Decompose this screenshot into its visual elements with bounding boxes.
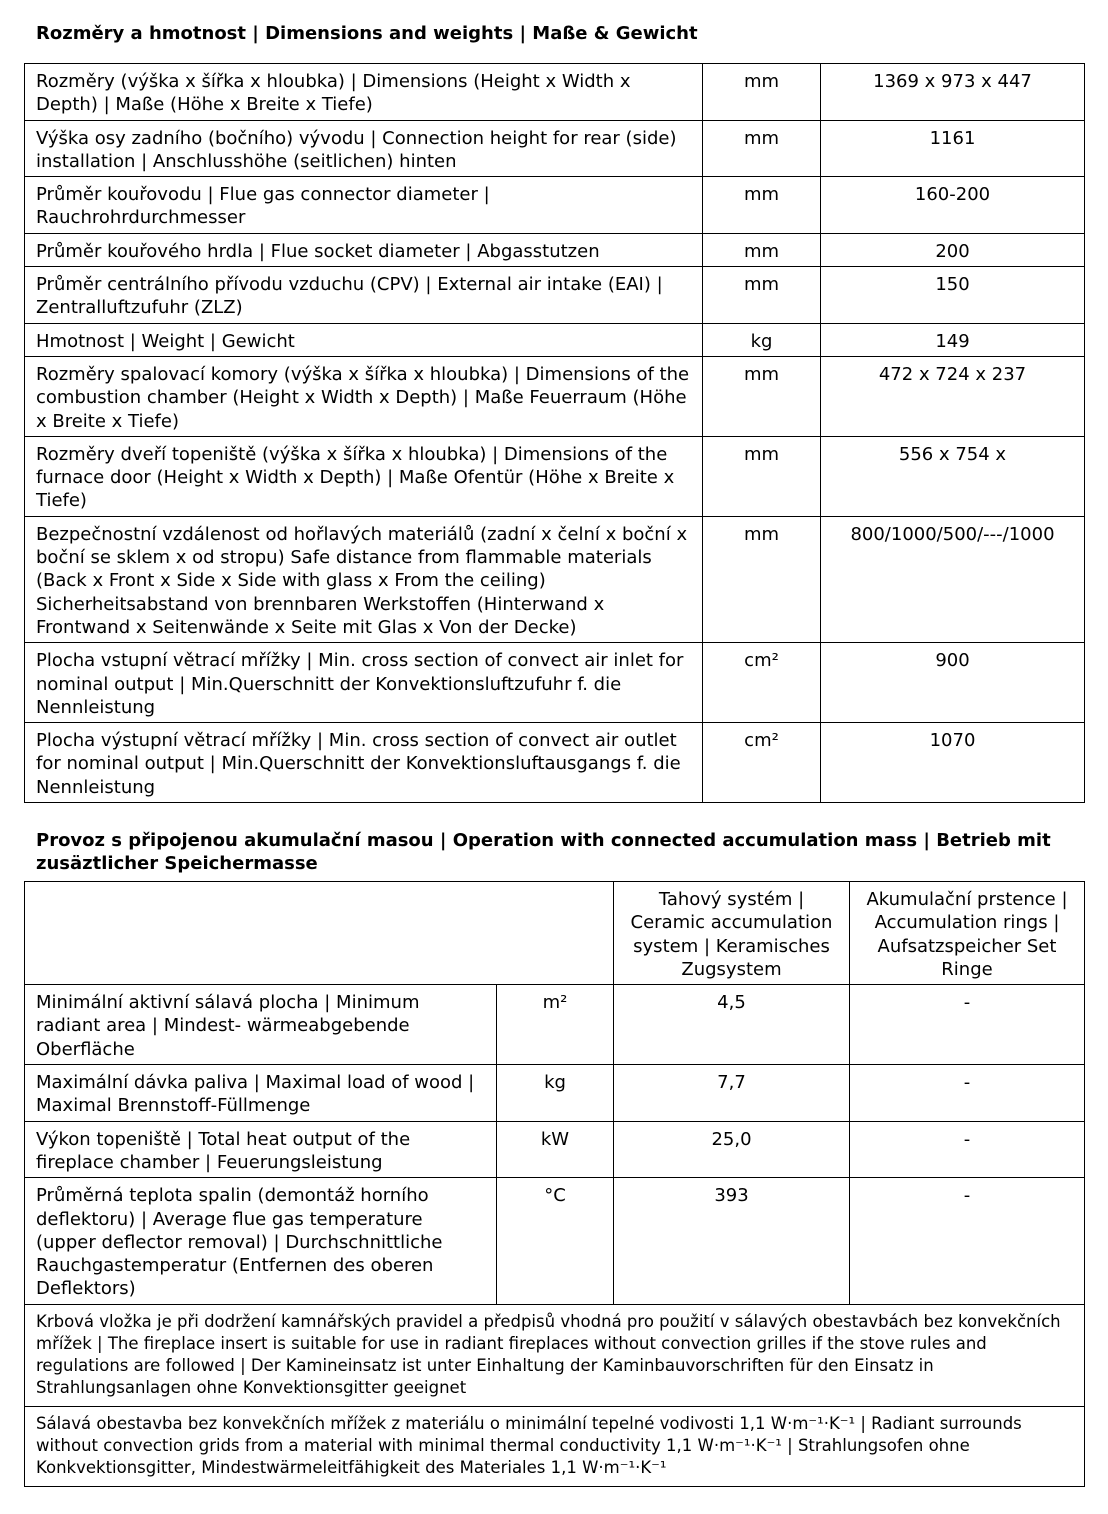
row-unit: m²	[497, 985, 614, 1065]
table-row	[25, 120, 1085, 177]
row-value: 160-200	[821, 177, 1085, 234]
row-unit: mm	[703, 436, 821, 516]
header-ceramic-system: Tahový systém | Ceramic accumulation system | Keramisches Zugsystem	[614, 882, 850, 985]
row-rings-value: -	[850, 985, 1085, 1065]
row-label: Hmotnost | Weight | Gewicht	[25, 323, 703, 356]
table-row	[25, 643, 1085, 723]
row-unit: mm	[703, 267, 821, 324]
row-label: Plocha vstupní větrací mřížky | Min. cross section of convect air inlet for nominal output | Min.Querschnitt der Konvektionsluftzufuhr f. die Nennleistung	[25, 643, 703, 723]
row-label: Bezpečnostní vzdálenost od hořlavých materiálů (zadní x čelní x boční x boční se sklem x od stropu) Safe distance from flammable materials (Back x Front x Side x Side with glass x From the ceiling) Sicherheitsabstand von brennbaren Werkstoffen (Hinterwand x Frontwand x Seitenwände x Seite mit Glas x Von der Decke)	[25, 516, 703, 642]
row-label: Rozměry dveří topeniště (výška x šířka x hloubka) | Dimensions of the furnace door (Height x Width x Depth) | Maße Ofentür (Höhe x Breite x Tiefe)	[25, 436, 703, 516]
row-unit: mm	[703, 356, 821, 436]
row-unit: mm	[703, 64, 821, 121]
dimensions-table	[24, 63, 1085, 803]
row-ceramic-value: 4,5	[614, 985, 850, 1065]
row-value: 149	[821, 323, 1085, 356]
row-unit: mm	[703, 120, 821, 177]
table-row	[25, 267, 1085, 324]
row-rings-value: -	[850, 1121, 1085, 1178]
table-row	[25, 436, 1085, 516]
row-rings-value: -	[850, 1178, 1085, 1304]
section-title-dimensions: Rozměry a hmotnost | Dimensions and weights | Maße & Gewicht	[36, 23, 698, 44]
table-row	[25, 1065, 1085, 1122]
row-label: Maximální dávka paliva | Maximal load of wood | Maximal Brennstoff-Füllmenge	[25, 1065, 497, 1122]
row-unit: mm	[703, 233, 821, 266]
row-rings-value: -	[850, 1065, 1085, 1122]
row-label: Rozměry (výška x šířka x hloubka) | Dimensions (Height x Width x Depth) | Maße (Höhe x Breite x Tiefe)	[25, 64, 703, 121]
accumulation-table	[24, 881, 1085, 1487]
row-unit: cm²	[703, 643, 821, 723]
row-label: Plocha výstupní větrací mřížky | Min. cross section of convect air outlet for nominal output | Min.Querschnitt der Konvektionsluftausgangs f. die Nennleistung	[25, 723, 703, 803]
row-ceramic-value: 25,0	[614, 1121, 850, 1178]
row-label: Průměr kouřovodu | Flue gas connector diameter | Rauchrohrdurchmesser	[25, 177, 703, 234]
row-label: Průměr kouřového hrdla | Flue socket diameter | Abgasstutzen	[25, 233, 703, 266]
table-row	[25, 323, 1085, 356]
note-row	[25, 1304, 1085, 1406]
table-row	[25, 516, 1085, 642]
table-row	[25, 356, 1085, 436]
row-value: 200	[821, 233, 1085, 266]
note-row	[25, 1406, 1085, 1486]
note-text: Krbová vložka je při dodržení kamnářských pravidel a předpisů vhodná pro použití v sálavých obestavbách bez konvekčních mřížek | The fireplace insert is suitable for use in radiant fireplaces without convection grilles if the stove rules and regulations are followed | Der Kamineinsatz ist unter Einhaltung der Kaminbauvorschriften für den Einsatz in Strahlungsanlagen ohne Konvektionsgitter geeignet	[25, 1304, 1085, 1406]
row-unit: kg	[703, 323, 821, 356]
table-row	[25, 64, 1085, 121]
row-value: 1070	[821, 723, 1085, 803]
row-value: 1161	[821, 120, 1085, 177]
row-unit: kW	[497, 1121, 614, 1178]
row-value: 800/1000/500/---/1000	[821, 516, 1085, 642]
row-unit: kg	[497, 1065, 614, 1122]
row-label: Výkon topeniště | Total heat output of the fireplace chamber | Feuerungsleistung	[25, 1121, 497, 1178]
table-row	[25, 1121, 1085, 1178]
table-row	[25, 233, 1085, 266]
row-value: 900	[821, 643, 1085, 723]
row-ceramic-value: 7,7	[614, 1065, 850, 1122]
row-value: 472 x 724 x 237	[821, 356, 1085, 436]
row-label: Rozměry spalovací komory (výška x šířka x hloubka) | Dimensions of the combustion chamber (Height x Width x Depth) | Maße Feuerraum (Höhe x Breite x Tiefe)	[25, 356, 703, 436]
row-label: Průměr centrálního přívodu vzduchu (CPV) | External air intake (EAI) | Zentralluftzufuhr (ZLZ)	[25, 267, 703, 324]
row-value: 150	[821, 267, 1085, 324]
table-row	[25, 1178, 1085, 1304]
row-value: 1369 x 973 x 447	[821, 64, 1085, 121]
header-empty-cell	[25, 882, 614, 985]
table-row	[25, 985, 1085, 1065]
section-title-accumulation: Provoz s připojenou akumulační masou | Operation with connected accumulation mass | Betrieb mit zusäztlicher Speichermasse	[36, 830, 1051, 874]
note-text: Sálavá obestavba bez konvekčních mřížek z materiálu o minimální tepelné vodivosti 1,1 W·m⁻¹·K⁻¹ | Radiant surrounds without convection grids from a material with minimal thermal conductivity 1,1 W·m⁻¹·K⁻¹ | Strahlungsofen ohne Konkvektionsgitter, Mindestwärmeleitfähigkeit des Materiales 1,1 W·m⁻¹·K⁻¹	[25, 1406, 1085, 1486]
table-row	[25, 177, 1085, 234]
table-row	[25, 723, 1085, 803]
row-ceramic-value: 393	[614, 1178, 850, 1304]
row-unit: mm	[703, 177, 821, 234]
row-label: Výška osy zadního (bočního) vývodu | Connection height for rear (side) installation | Anschlusshöhe (seitlichen) hinten	[25, 120, 703, 177]
row-label: Minimální aktivní sálavá plocha | Minimum radiant area | Mindest- wärmeabgebende Oberfläche	[25, 985, 497, 1065]
row-label: Průměrná teplota spalin (demontáž horního deflektoru) | Average flue gas temperature (upper deflector removal) | Durchschnittliche Rauchgastemperatur (Entfernen des oberen Deflektors)	[25, 1178, 497, 1304]
row-unit: °C	[497, 1178, 614, 1304]
row-value: 556 x 754 x	[821, 436, 1085, 516]
table-header-row	[25, 882, 1085, 985]
header-accumulation-rings: Akumulační prstence | Accumulation rings | Aufsatzspeicher Set Ringe	[850, 882, 1085, 985]
row-unit: mm	[703, 516, 821, 642]
row-unit: cm²	[703, 723, 821, 803]
